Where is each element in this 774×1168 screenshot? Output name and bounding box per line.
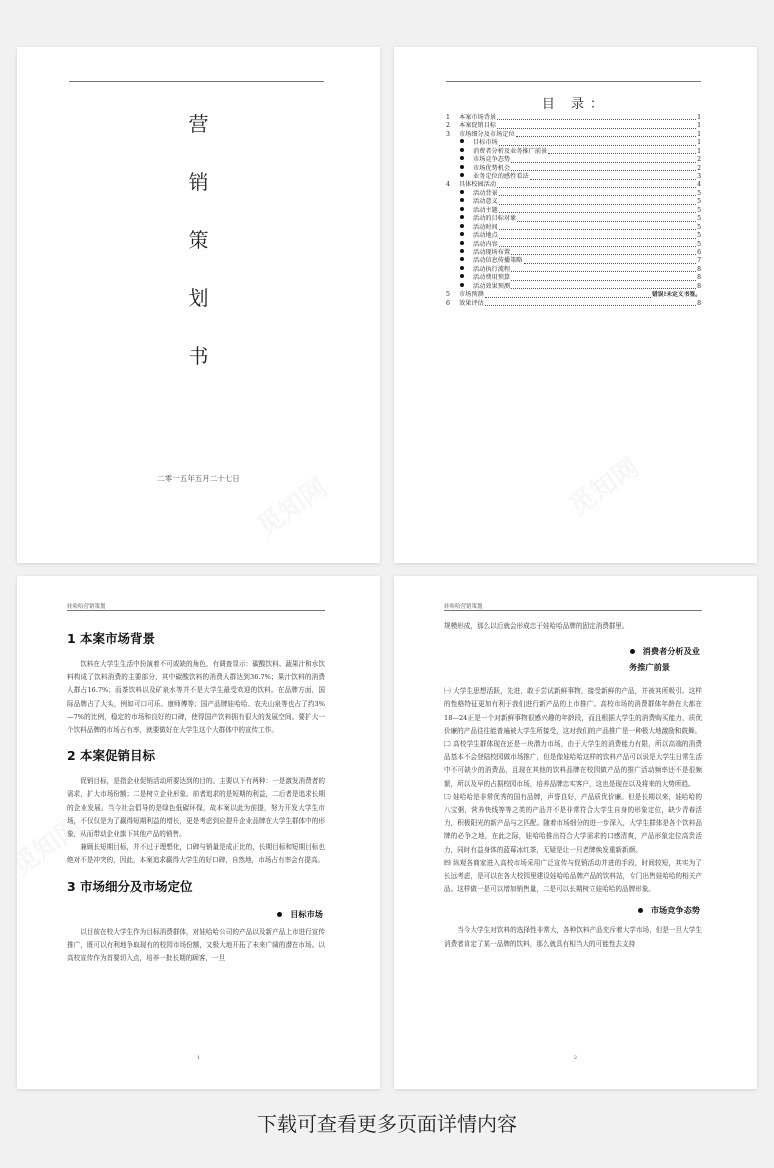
running-header: 娃哈哈营销策划 — [67, 604, 106, 610]
toc-entry[interactable] — [446, 300, 701, 308]
toc-entry[interactable] — [446, 241, 701, 249]
toc-bullet — [446, 156, 459, 164]
toc-entry-page: 5 — [697, 215, 701, 223]
toc-dot-leader — [511, 271, 696, 272]
toc-entry-number: 1 — [446, 113, 450, 121]
toc-dot-leader — [524, 263, 697, 264]
toc-entry[interactable] — [446, 122, 701, 130]
toc-entry-number: 4 — [446, 181, 450, 189]
paragraph: 规模形成，那么以后就会形成忠于娃哈哈品牌的固定消费群里。 — [444, 622, 629, 630]
section-heading: 2 本案促销目标 — [67, 748, 156, 764]
cover-title-char: 划 — [188, 286, 209, 310]
toc-dot-leader — [485, 297, 651, 298]
toc-bullet — [446, 148, 459, 156]
toc-entry-page: 8 — [697, 282, 701, 290]
page-body — [444, 620, 702, 951]
toc-entry-number: 5 — [446, 291, 450, 299]
toc-entry-label: 活动内容 — [473, 240, 498, 248]
header-rule — [67, 610, 325, 611]
toc-entry-label: 业务定位的感性看法 — [473, 173, 529, 181]
toc-entry-page: 7 — [697, 257, 701, 265]
toc-entry-label: 活动执行流程 — [473, 265, 511, 273]
page-number: 1 — [196, 1055, 201, 1061]
toc-dot-leader — [499, 246, 696, 247]
toc-entry-label: 活动主题 — [473, 206, 498, 214]
section-heading: 3 市场细分及市场定位 — [67, 878, 193, 894]
toc-bullet — [446, 139, 459, 147]
toc-bullet — [446, 241, 459, 249]
paragraph: 以目前在校大学生作为目标消费群体，对娃哈哈公司的产品以及新产品上市进行宣传推广，既可以有利地争取现有的校园市场份额，又极大地开拓了未来广阔的潜在市场。以高校宣传作为首要切入点，培养一批长期的顾客，一旦 — [67, 927, 325, 963]
toc-entry-label: 活动背景 — [473, 189, 498, 197]
subsection-heading-label: 市场竞争态势 — [650, 905, 700, 916]
watermark-text — [564, 453, 645, 522]
toc-bullet — [446, 232, 459, 240]
toc-bullet — [446, 173, 459, 181]
watermark — [560, 448, 645, 523]
toc-entry-label: 本案促销目标 — [459, 122, 497, 130]
toc-entry[interactable] — [446, 156, 701, 164]
toc-entry-page: 1 — [697, 113, 701, 121]
subsection-heading-label: 消费者分析及业 — [642, 646, 700, 657]
toc-top-rule — [446, 81, 701, 82]
toc-entry-page: 8 — [697, 299, 701, 307]
toc-entry-label: 效果评估 — [459, 299, 484, 307]
toc-entry-page: 5 — [697, 223, 701, 231]
toc-entry-page: 5 — [697, 232, 701, 240]
cover-title-char: 策 — [188, 228, 209, 252]
toc-entry-label: 本案市场背景 — [459, 113, 497, 121]
toc-entry-page: 4 — [697, 181, 701, 189]
toc-entry[interactable] — [446, 283, 701, 291]
cover-title — [17, 95, 380, 385]
list-item: ㈠ 大学生思想活跃，先进，敢于尝试新鲜事物，接受新鲜的产品，并被其所吸引。这样的性格特征更加有利于我们进行新产品的上市推广。高校市场的消费群体年龄在大都在18—24正是一个对新鲜事物很感兴趣的年龄段，而且根据大学生的消费购买能力，质优价廉的产品往往能普遍被大学生所接受，这对我们的产品推广是一种极大地激励和鼓舞。 — [444, 687, 702, 735]
toc-entry-number: 6 — [446, 299, 450, 307]
toc-title: 目 录： — [541, 97, 610, 112]
paragraph: 促销目标，是指企业促销活动所要达到的目的。主要以下有两种：一是激发消费者的需求，扩大市场份额；二是树立企业形象。前者追求的是短期的利益，二后者是追求长期的企业发展。当今社会倡导的是绿色低碳环保，故本案以此为前提，努力开发大学生市场，不仅仅是为了赢得短期利益的增长，更是考虑到应提升企业品牌在大学生群体中的形象，从而带动企业旗下其他产品的销售。 — [67, 777, 325, 839]
page-number: 2 — [573, 1055, 578, 1061]
toc-entry[interactable] — [446, 215, 701, 223]
toc-entry-label: 目标市场 — [473, 139, 498, 147]
subsection-heading-label: 目标市场 — [290, 908, 323, 919]
bullet-icon — [630, 649, 635, 654]
toc-bullet — [446, 274, 459, 282]
toc-entry-label: 市场细分及市场定位 — [459, 130, 515, 138]
toc-bullet — [446, 257, 459, 265]
toc-bullet — [446, 207, 459, 215]
section-heading: 1 本案市场背景 — [67, 631, 156, 646]
toc-entry[interactable] — [446, 257, 701, 265]
toc-entry-number: 2 — [446, 122, 450, 130]
toc-entry-page: 1 — [697, 130, 701, 138]
toc-entry-page: 5 — [697, 240, 701, 248]
paragraph: 兼顾长短期目标，并不过于理想化，口碑与销量是成正比的，长期目标和短期目标也绝对不是冲突的，因此，本案追求赢得大学生的好口碑，自然地，市场占有率会有提高。 — [67, 843, 325, 865]
bullet-icon — [638, 908, 643, 913]
toc-page — [394, 47, 757, 563]
toc-dot-leader — [511, 254, 696, 255]
toc-entry-label: 活动信息传播策略 — [473, 257, 523, 265]
subsection-heading — [444, 643, 702, 659]
header-rule — [444, 610, 702, 611]
toc-dot-leader — [548, 153, 696, 154]
toc-entry-page: 错误!未定义书签。 — [651, 292, 701, 299]
toc-dot-leader — [499, 195, 696, 196]
toc-entry-label: 市场优势机会 — [473, 164, 511, 172]
toc-entry-page: 5 — [697, 189, 701, 197]
content-page-1 — [17, 576, 380, 1089]
toc-entry-page: 3 — [697, 173, 701, 181]
toc-entry[interactable] — [446, 139, 701, 147]
toc-entry-label: 活动费用预算 — [473, 274, 511, 282]
toc-entry-page: 5 — [697, 206, 701, 214]
toc-dot-leader — [499, 229, 696, 230]
cover-title-char: 营 — [188, 112, 209, 136]
toc-dot-leader — [511, 170, 696, 171]
toc-dot-leader — [516, 136, 696, 137]
paragraph: 当今大学生对饮料的选择性非常大，各种饮料产品充斥着大学市场，但是一旦大学生消费者肯定了某一品牌的饮料，那么就具有相当大的可能性去支持 — [444, 926, 702, 948]
cover-top-rule — [69, 81, 324, 82]
toc-dot-leader — [511, 162, 696, 163]
toc-dot-leader — [499, 145, 696, 146]
toc-entry-label: 活动现场布置 — [473, 248, 511, 256]
toc-entry-page: 2 — [697, 164, 701, 172]
toc-entry-page: 6 — [697, 248, 701, 256]
toc-dot-leader — [511, 280, 696, 281]
subsection-heading — [67, 906, 325, 922]
toc-entry-label: 活动地点 — [473, 232, 498, 240]
subsection-heading — [444, 902, 702, 918]
toc-entry-label: 活动效果预测 — [473, 282, 511, 290]
page-body — [67, 624, 325, 965]
toc-dot-leader — [499, 204, 696, 205]
toc-entry-page: 2 — [697, 156, 701, 164]
toc-bullet — [446, 224, 459, 232]
toc-entry-page: 8 — [697, 265, 701, 273]
toc-entry-label: 市场竞争态势 — [473, 156, 511, 164]
cover-title-char: 书 — [188, 344, 209, 368]
toc-entry-label: 活动意义 — [473, 198, 498, 206]
toc-entry[interactable] — [446, 232, 701, 240]
content-page-2 — [394, 576, 757, 1089]
toc-bullet — [446, 266, 459, 274]
toc-entry[interactable] — [446, 165, 701, 173]
toc-bullet — [446, 190, 459, 198]
subsection-heading-continued: 务推广前景 — [629, 662, 670, 673]
toc-list — [446, 114, 701, 308]
list-item: ㈢ 娃哈哈是非常优秀的国有品牌，声誉良好，产品质优价廉。但是长期以来，娃哈哈的八宝粥，营养快线等等之类的产品并不是非常符合大学生自身的形象定位，缺少青春活力，积极阳光的新产品与之匹配。随着市场细分的进一步深入，大学生群体是各个饮料品牌的必争之地，在此之际，娃哈哈推出符合大学需求的口感清爽，产品形象定位高贵活力，同时有益身体的蓝莓冰红茶，无疑是让一只老牌焕发重新新颜。 — [444, 792, 702, 854]
download-more-banner[interactable]: 下载可查看更多页面详情内容 — [257, 1112, 517, 1136]
toc-bullet — [446, 165, 459, 173]
toc-bullet — [446, 198, 459, 206]
toc-dot-leader — [497, 128, 696, 129]
toc-entry-label: 具体校园活动 — [459, 181, 497, 189]
toc-dot-leader — [530, 179, 696, 180]
toc-dot-leader — [499, 238, 696, 239]
toc-dot-leader — [511, 288, 696, 289]
cover-title-char: 销 — [188, 170, 209, 194]
toc-bullet — [446, 249, 459, 257]
cover-page — [17, 47, 380, 563]
toc-bullet — [446, 215, 459, 223]
cover-date: 二零一五年五月二十七日 — [157, 474, 240, 483]
toc-entry[interactable] — [446, 224, 701, 232]
toc-entry-label: 市场预测 — [459, 291, 484, 299]
toc-entry-label: 活动的目标对象 — [473, 215, 517, 223]
toc-dot-leader — [497, 119, 696, 120]
bullet-icon — [277, 912, 282, 917]
list-item: ㈡ 高校学生群体现在还是一块潜力市场，由于大学生的消费能力有限，所以高端的消费品基本不会登陆校园做市场推广，但是像娃哈哈这样的饮料产品可以说是大学生日常生活中不可缺少的消费品，且现在其他的饮料品牌在校园做产品的推广活动频率还不是很频繁，所以及早的占据校园市场，培养品牌忠实客户，这也是现在以及将来的大势所趋。 — [444, 740, 702, 788]
toc-entry[interactable] — [446, 182, 701, 190]
toc-dot-leader — [497, 187, 696, 188]
toc-entry[interactable] — [446, 148, 701, 156]
toc-entry-page: 5 — [697, 198, 701, 206]
toc-entry-page: 1 — [697, 147, 701, 155]
toc-entry-label: 活动时间 — [473, 223, 498, 231]
toc-entry-page: 8 — [697, 274, 701, 282]
toc-entry-page: 1 — [697, 139, 701, 147]
toc-entry[interactable] — [446, 207, 701, 215]
list-item: ㈣ 纵观各商家进入高校市场采用广泛宣传与促销活动并进的手段，时间较短，其实为了长远考虑，是可以在各大校园里建设娃哈哈品牌产品的饮料站，专门出售娃哈哈的相关产品。这样做一是可以增加销售量，二是可以长期树立娃哈哈的品牌形象。 — [444, 858, 702, 894]
toc-dot-leader — [485, 305, 696, 306]
toc-entry-number: 3 — [446, 130, 450, 138]
toc-dot-leader — [499, 212, 696, 213]
toc-bullet — [446, 283, 459, 291]
toc-entry-label: 消费者分析及业务推广前景 — [473, 147, 548, 155]
toc-entry-page: 1 — [697, 122, 701, 130]
toc-entry[interactable] — [446, 198, 701, 206]
toc-dot-leader — [517, 221, 696, 222]
running-header: 娃哈哈营销策划 — [444, 604, 483, 610]
toc-entry[interactable] — [446, 274, 701, 282]
toc-entry[interactable] — [446, 291, 701, 299]
paragraph: 饮料在大学生生活中扮演着不可或缺的角色，有调查显示：碳酸饮料、蔬果汁和水饮料构成了饮料消费的主要部分，其中碳酸饮料的消费人群达到36.7%；果汁饮料的消费人群占16.7%；而茶饮料以及矿泉水等并不是大学生最受欢迎的饮料。在品牌方面，国际品牌占了大头，例如可口可乐、康师傅等；国产品牌娃哈哈、农夫山泉等也占了约3%—7%的比例，稳定的市场和良好的口碑，使得国产饮料拥有很大的发展空间。要扩大一个饮料品牌的市场占有率，就要做好在大学生这个大群体中的宣传工作。 — [67, 660, 325, 735]
